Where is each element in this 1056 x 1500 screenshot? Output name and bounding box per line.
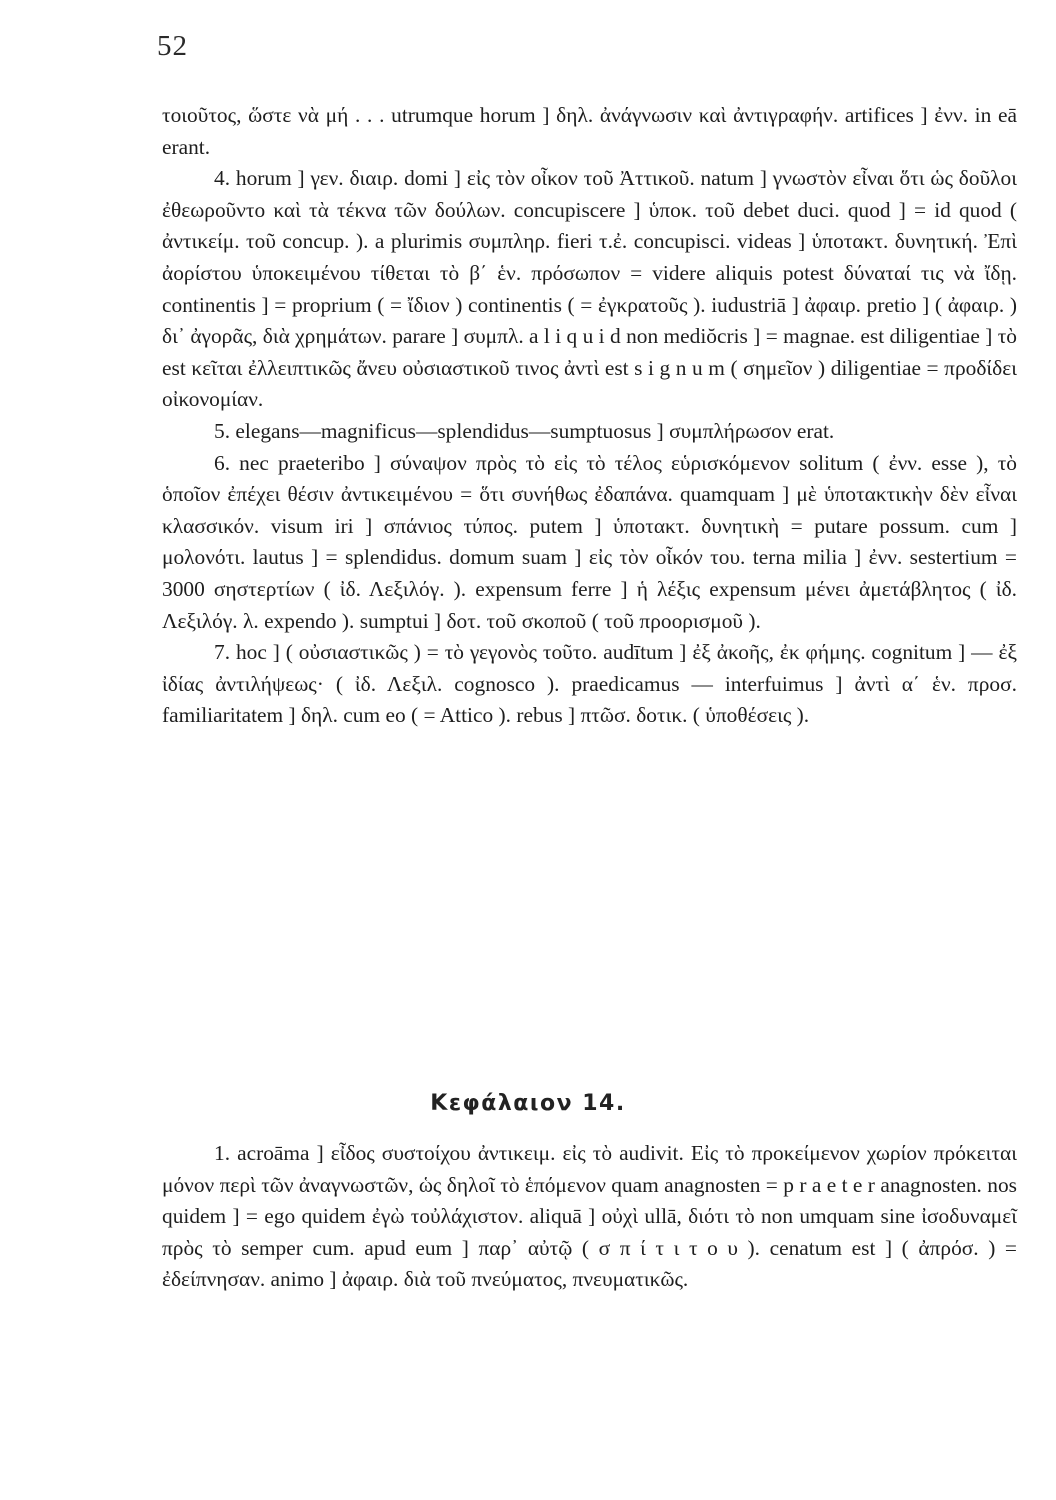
paragraph-note-7: 7. hoc ] ( οὐσιαστικῶς ) = τὸ γεγονὸς τοῦτο. audītum ] ἐξ ἀκοῆς, ἐκ φήμης. cognitum ] — ἐξ ἰδίας ἀντιλήψεως· ( ἰδ. Λεξιλ. cognosco ). praedicamus — interfuimus ] ἀντὶ α΄ ἑν. προσ. familiaritatem ] δηλ. cum eo ( = Attico ). rebus ] πτῶσ. δοτικ. ( ὑποθέσεις ). — [162, 640, 1017, 728]
paragraph-note-5: 5. elegans—magnificus—splendidus—sumptuosus ] συμπλήρωσον erat. — [214, 418, 835, 443]
commentary-top — [162, 100, 1017, 732]
page-number: 52 — [157, 30, 188, 62]
paragraph-continuation: τοιοῦτος, ὥστε νὰ μή . . . utrumque horum ] δηλ. ἀνάγνωσιν καὶ ἀντιγραφήν. artifices ] ἐνν. in eā erant. — [162, 103, 1017, 159]
paragraph-chapter14-note-1: 1. acroāma ] εἶδος συστοίχου ἀντικειμ. εἰς τὸ audivit. Εἰς τὸ προκείμενον χωρίον πρόκειται μόνον περὶ τῶν ἀναγνωστῶν, ὡς δηλοῖ τὸ ἑπόμενον quam anagnosten = p r a e t e r anagnosten. nos quidem ] = ego quidem ἐγὼ τοὐλάχιστον. aliquā ] οὐχὶ ullā, διότι τὸ non umquam sine ἰσοδυναμεῖ πρὸς τὸ semper cum. apud eum ] παρ᾽ αὐτῷ ( σ π ί τ ι τ ο υ ). cenatum est ] ( ἀπρόσ. ) = ἐδείπνησαν. animo ] ἀφαιρ. διὰ τοῦ πνεύματος, πνευματικῶς. — [162, 1141, 1017, 1292]
commentary-bottom — [162, 1138, 1017, 1296]
paragraph-note-6: 6. nec praeteribo ] σύναψον πρὸς τὸ εἰς τὸ τέλος εὑρισκόμενον solitum ( ἐνν. esse ), τὸ ὁποῖον ἐπέχει θέσιν ἀντικειμένου = ὅτι συνήθως ἐδαπάνα. quamquam ] μὲ ὑποτακτικὴν δὲν εἶναι κλασσικόν. visum iri ] σπάνιος τύπος. putem ] ὑποτακτ. δυνητικὴ = putare possum. cum ] μολονότι. lautus ] = splendidus. domum suam ] εἰς τὸν οἶκόν του. terna milia ] ἐνν. sestertium = 3000 σηστερτίων ( ἰδ. Λεξιλόγ. ). expensum ferre ] ἡ λέξις expensum μένει ἀμετάβλητος ( ἰδ. Λεξιλόγ. λ. expendo ). sumptui ] δοτ. τοῦ σκοποῦ ( τοῦ προορισμοῦ ). — [162, 450, 1017, 633]
chapter-heading: Κεφάλαιον 14. — [430, 1091, 626, 1116]
paragraph-note-4: 4. horum ] γεν. διαιρ. domi ] εἰς τὸν οἶκον τοῦ Ἀττικοῦ. natum ] γνωστὸν εἶναι ὅτι ὡς δοῦλοι ἐθεωροῦντο καὶ τὰ τέκνα τῶν δούλων. concupiscere ] ὑποκ. τοῦ debet duci. quod ] = id quod ( ἀντικείμ. τοῦ concup. ). a plurimis συμπληρ. fieri τ.ἐ. concupisci. videas ] ὑποτακτ. δυνητική. Ἐπὶ ἀορίστου ὑποκειμένου τίθεται τὸ β΄ ἑν. πρόσωπον = videre aliquis potest δύναταί τις νὰ ἴδῃ. continentis ] = proprium ( = ἴδιον ) continentis ( = ἐγκρατοῦς ). iudustriā ] ἀφαιρ. pretio ] ( ἀφαιρ. ) δι᾽ ἀγορᾶς, διὰ χρημάτων. parare ] συμπλ. a l i q u i d non mediŏcris ] = magnae. est diligentiae ] τὸ est κεῖται ἐλλειπτικῶς ἄνευ οὐσιαστικοῦ τινος ἀντὶ est s i g n u m ( σημεῖον ) diligentiae = προδίδει οἰκονομίαν. — [162, 166, 1017, 412]
